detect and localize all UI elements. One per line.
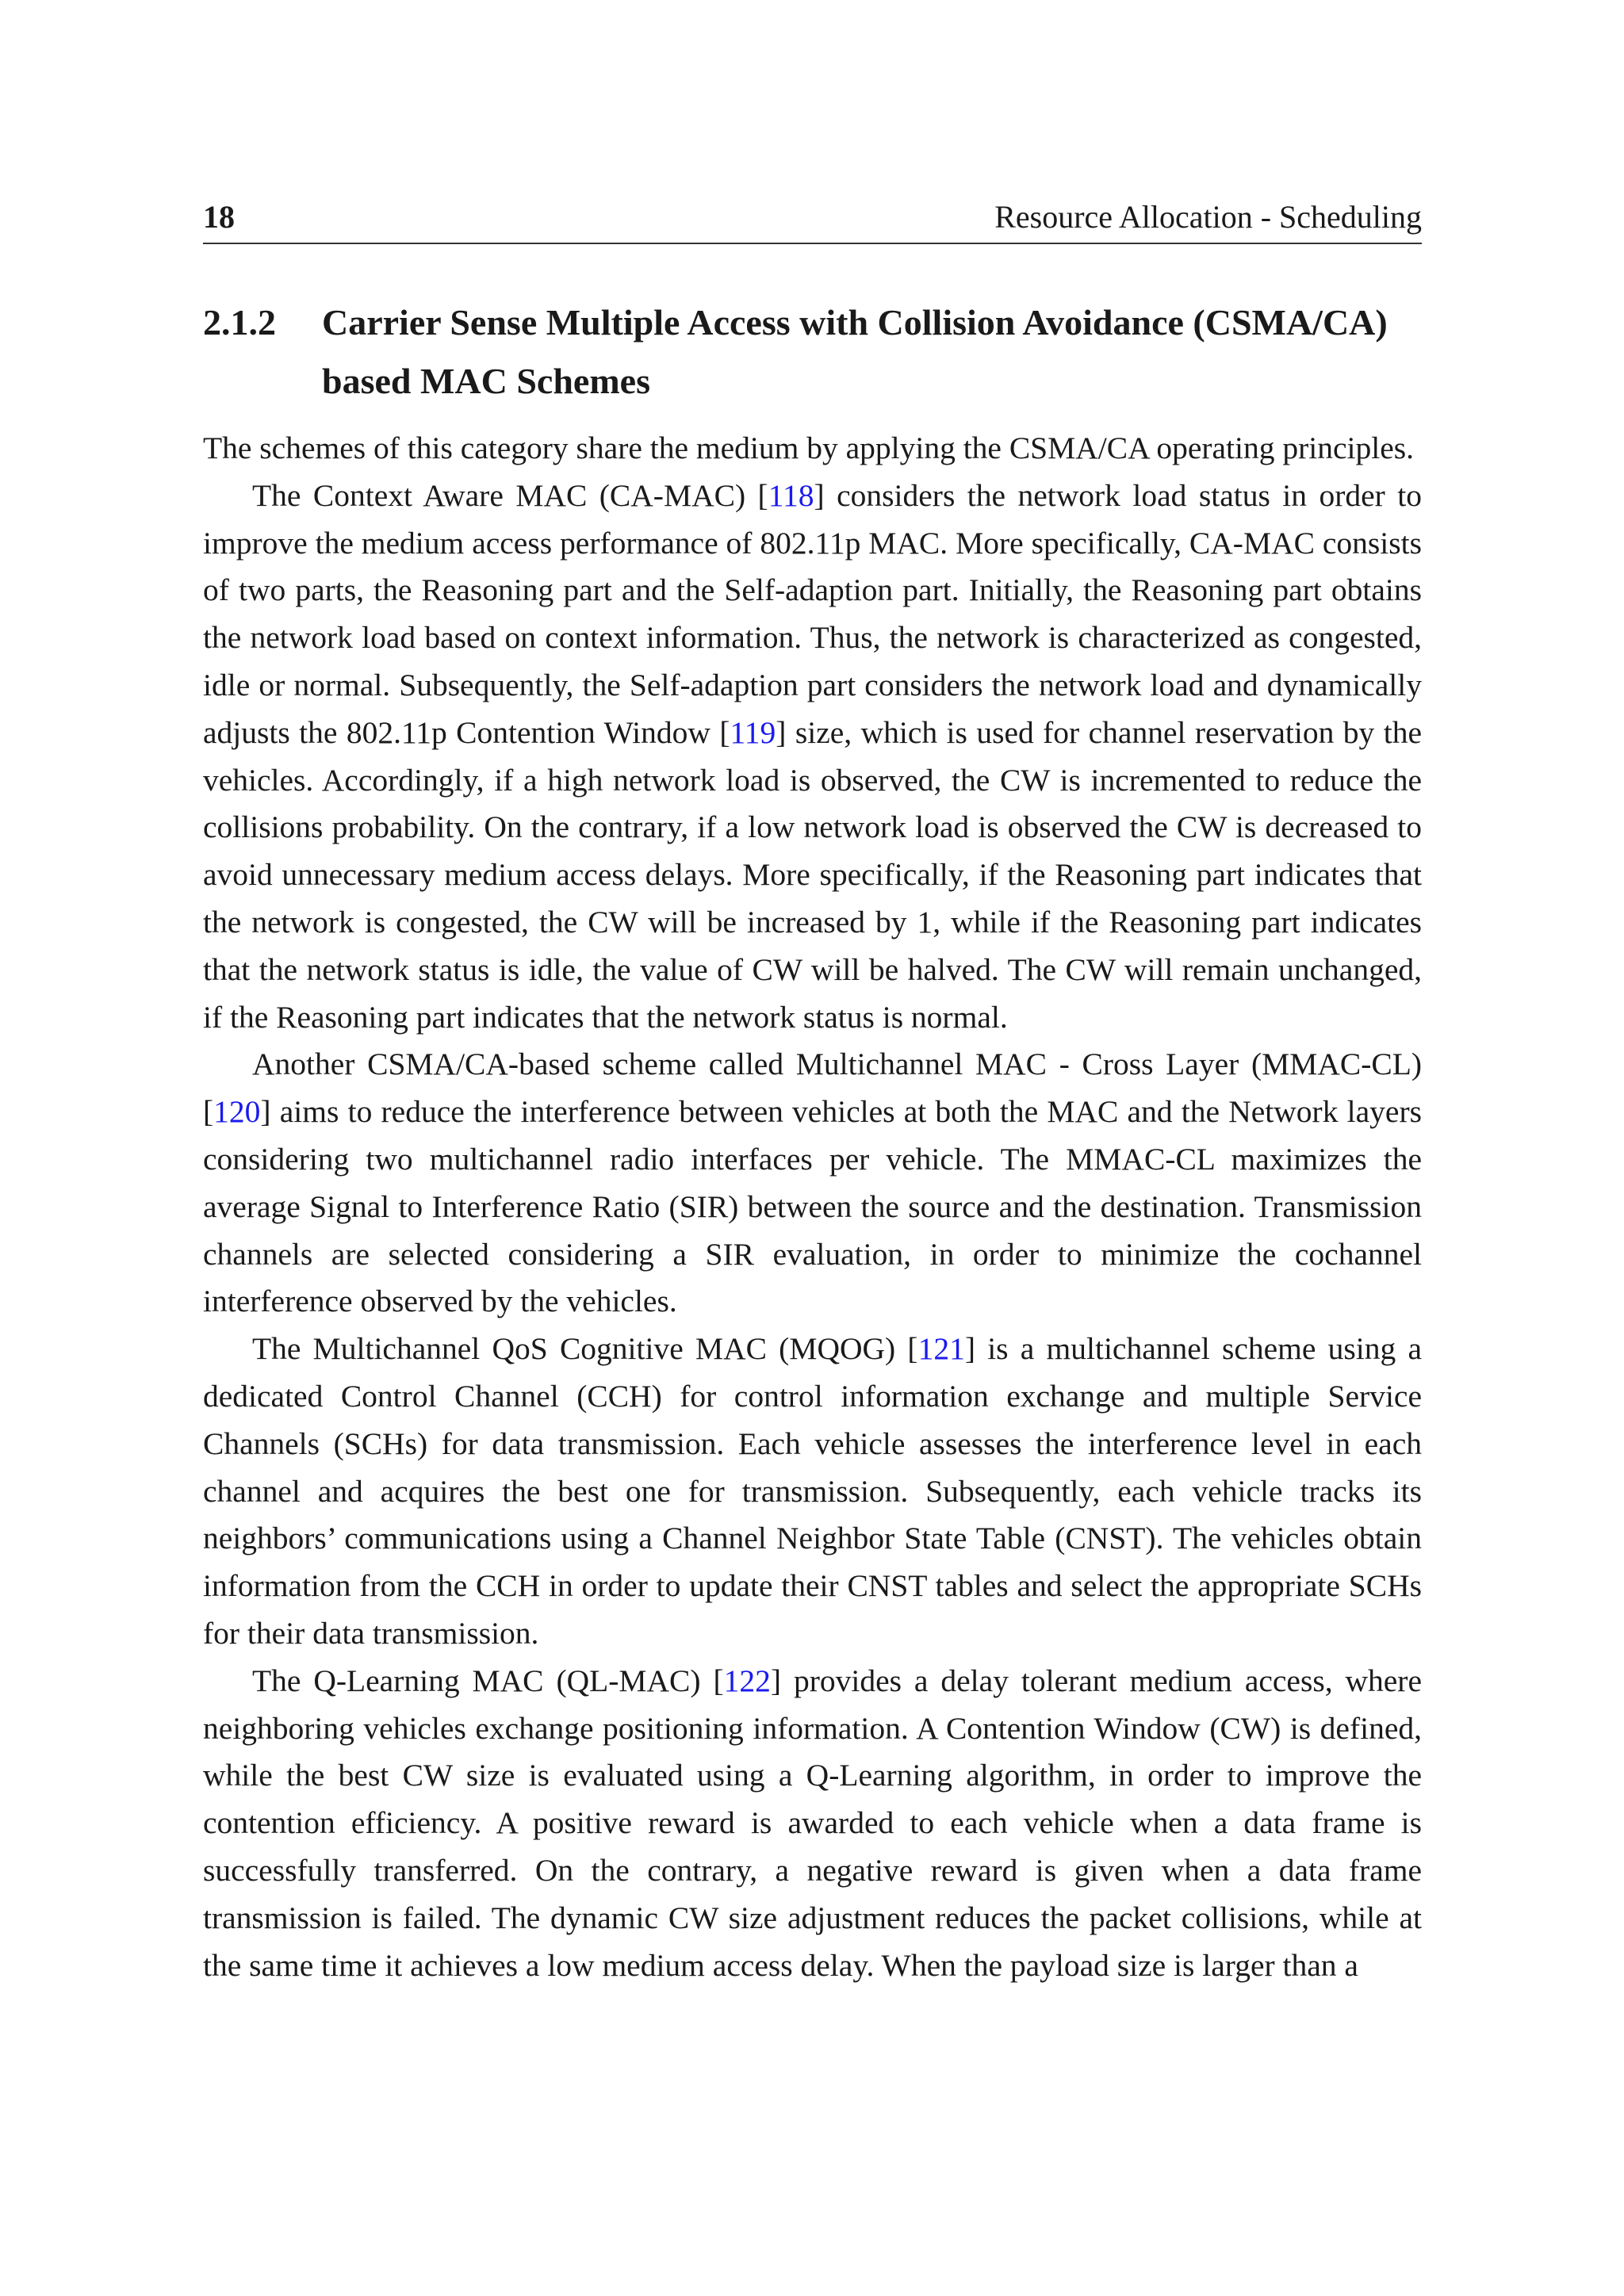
citation-link[interactable]: 119: [730, 714, 776, 750]
paragraph-text: ] considers the network load status in order to improve the medium access performance of 802.11p MAC. More specifically, CA-MAC consists of two parts, the Reasoning part and the Self-adaption part. Initially, the Reasoning part obtains the network load based on context information. Thus, the network is characterized as congested, idle or normal. Subsequently, the Self-adaption part considers the network load and dynamically adjusts the 802.11p Contention Window [: [203, 477, 1422, 750]
paragraph-text: The schemes of this category share the medium by applying the CSMA/CA operating principles.: [203, 430, 1415, 465]
paragraph-text: Another CSMA/CA-based scheme called Multichannel MAC - Cross Layer (MMAC-CL) [: [203, 1047, 1422, 1130]
paragraph-text: The Multichannel QoS Cognitive MAC (MQOG) [: [252, 1331, 918, 1367]
page: [203, 195, 1422, 1989]
paragraph-text: ] is a multichannel scheme using a dedicated Control Channel (CCH) for control information exchange and multiple Service Channels (SCHs) for data transmission. Each vehicle assesses the interference level in each channel and acquires the best one for transmission. Subsequently, each vehicle tracks its neighbors’ communications using a Channel Neighbor State Table (CNST). The vehicles obtain information from the CCH in order to update their CNST tables and select the appropriate SCHs for their data transmission.: [203, 1331, 1422, 1651]
paragraph-text: ] aims to reduce the interference between vehicles at both the MAC and the Network layers considering two multichannel radio interfaces per vehicle. The MMAC-CL maximizes the average Signal to Interference Ratio (SIR) between the source and the destination. Transmission channels are selected considering a SIR evaluation, in order to minimize the cochannel interference observed by the vehicles.: [203, 1094, 1422, 1319]
citation-link[interactable]: 121: [917, 1331, 965, 1367]
paragraph: [203, 425, 1422, 473]
running-header: [203, 195, 1422, 244]
running-title: Resource Allocation - Scheduling: [994, 199, 1422, 235]
paragraph-text: ] provides a delay tolerant medium access, where neighboring vehicles exchange positioning information. A Contention Window (CW) is defined, while the best CW size is evaluated using a Q-Learning algorithm, in order to improve the contention efficiency. A positive reward is awarded to each vehicle when a data frame is successfully transferred. On the contrary, a negative reward is given when a data frame transmission is failed. The dynamic CW size adjustment reduces the packet collisions, while at the same time it achieves a low medium access delay. When the payload size is larger than a: [203, 1663, 1422, 1983]
paragraph-text: The Q-Learning MAC (QL-MAC) [: [252, 1663, 724, 1698]
section-title: Carrier Sense Multiple Access with Collision Avoidance (CSMA/CA) based MAC Schemes: [322, 302, 1388, 401]
paragraph: [203, 1326, 1422, 1658]
paragraph-text: ] size, which is used for channel reservation by the vehicles. Accordingly, if a high network load is observed, the CW is incremented to reduce the collisions probability. On the contrary, if a low network load is observed the CW is decreased to avoid unnecessary medium access delays. More specifically, if the Reasoning part indicates that the network is congested, the CW will be increased by 1, while if the Reasoning part indicates that the network status is idle, the value of CW will be halved. The CW will remain unchanged, if the Reasoning part indicates that the network status is normal.: [203, 714, 1422, 1035]
citation-link[interactable]: 120: [213, 1094, 261, 1130]
citation-link[interactable]: 118: [768, 477, 814, 513]
citation-link[interactable]: 122: [723, 1663, 771, 1698]
paragraph: [203, 1041, 1422, 1326]
page-number: 18: [203, 199, 235, 235]
paragraph: [203, 473, 1422, 1042]
paragraph: [203, 1658, 1422, 1990]
section-heading: [203, 293, 1422, 411]
body-text: [203, 425, 1422, 1989]
paragraph-text: The Context Aware MAC (CA-MAC) [: [252, 477, 768, 513]
section-number: 2.1.2: [203, 302, 276, 342]
